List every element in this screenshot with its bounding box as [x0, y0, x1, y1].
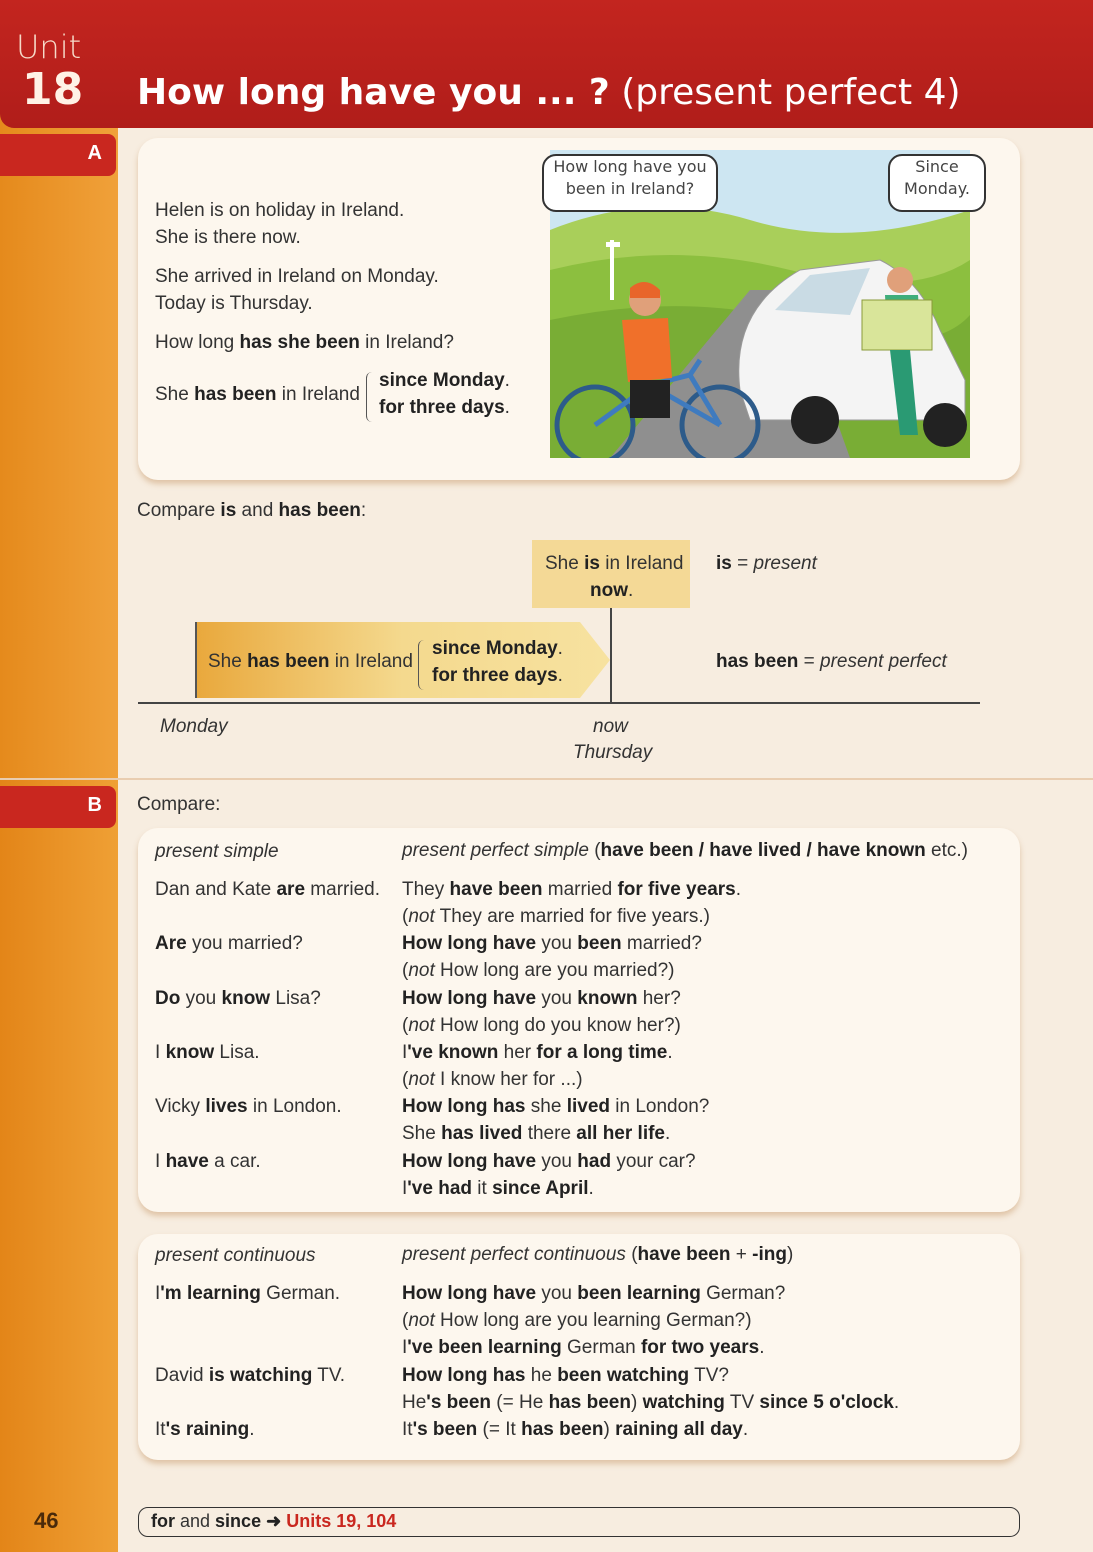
left-orange-band: [0, 0, 118, 1552]
column-head-right: present perfect simple (have been / have lived / have known etc.): [402, 840, 969, 861]
units-link[interactable]: Units 19, 104: [286, 1511, 397, 1531]
section-divider: [0, 778, 1093, 780]
section-tab-b: B: [0, 786, 116, 828]
timeline-label-now: now: [593, 716, 628, 737]
now-marker: [610, 608, 612, 703]
table-row-right: I've had it since April.: [402, 1178, 594, 1199]
table-row-right: How long have you been married?: [402, 933, 702, 954]
table-row-right: They have been married for five years.: [402, 879, 742, 900]
arrow-text: She has been in Ireland: [208, 651, 413, 672]
table-row-right: I've known her for a long time.: [402, 1042, 673, 1063]
brace: [418, 640, 425, 690]
now-box-now: now.: [590, 580, 634, 601]
table-row-right: How long has he been watching TV?: [402, 1365, 729, 1386]
table-row-right: I've been learning German for two years.: [402, 1337, 765, 1358]
table-row-right: He's been (= He has been) watching TV since 5 o'clock.: [402, 1392, 900, 1413]
table-row-left: I have a car.: [155, 1151, 261, 1172]
unit-label: Unit: [16, 28, 82, 66]
table-row-left: I know Lisa.: [155, 1042, 260, 1063]
answer-option: for three days.: [379, 397, 510, 418]
table-row-left: Dan and Kate are married.: [155, 879, 380, 900]
now-box-text: She is in Ireland: [545, 553, 684, 574]
answer-line: She has been in Ireland: [155, 384, 360, 405]
arrow-option: since Monday.: [432, 638, 563, 659]
brace: [366, 372, 373, 422]
unit-number: 18: [22, 64, 84, 115]
not-note: (not How long are you married?): [402, 960, 675, 981]
table-row-right: She has lived there all her life.: [402, 1123, 671, 1144]
text-line: Helen is on holiday in Ireland.: [155, 200, 405, 221]
table-row-left: Do you know Lisa?: [155, 988, 321, 1009]
table-row-left: Vicky lives in London.: [155, 1096, 342, 1117]
question-line: How long has she been in Ireland?: [155, 332, 454, 353]
table-row-right: It's been (= It has been) raining all day.: [402, 1419, 749, 1440]
page-title: How long have you ... ? (present perfect 4): [137, 72, 961, 113]
table-row-left: It's raining.: [155, 1419, 255, 1440]
text-line: She is there now.: [155, 227, 301, 248]
column-head-left: present continuous: [155, 1245, 316, 1266]
timeline-label-thursday: Thursday: [573, 742, 653, 763]
page-number: 46: [34, 1508, 59, 1533]
answer-option: since Monday.: [379, 370, 510, 391]
timeline-axis: [138, 702, 980, 704]
table-row-left: I'm learning German.: [155, 1283, 341, 1304]
not-note: (not How long are you learning German?): [402, 1310, 752, 1331]
timeline-label-monday: Monday: [160, 716, 228, 737]
not-note: (not They are married for five years.): [402, 906, 710, 927]
not-note: (not I know her for ...): [402, 1069, 583, 1090]
speech-bubble-left: How long have you been in Ireland?: [542, 154, 718, 212]
text-line: She arrived in Ireland on Monday.: [155, 266, 439, 287]
hasbeen-definition: has been = present perfect: [716, 651, 947, 672]
table-row-left: David is watching TV.: [155, 1365, 346, 1386]
section-tab-a: A: [0, 134, 116, 176]
arrow-option: for three days.: [432, 665, 563, 686]
column-head-right: present perfect continuous (have been + -ing): [402, 1244, 794, 1265]
column-head-left: present simple: [155, 841, 279, 862]
table-row-left: Are you married?: [155, 933, 303, 954]
table-row-right: How long have you had your car?: [402, 1151, 696, 1172]
speech-bubble-right: Since Monday.: [888, 154, 986, 212]
cross-reference[interactable]: for and since ➜ Units 19, 104: [151, 1511, 397, 1531]
compare-heading: Compare is and has been:: [137, 500, 367, 521]
table-row-right: How long has she lived in London?: [402, 1096, 710, 1117]
not-note: (not How long do you know her?): [402, 1015, 681, 1036]
compare-b-heading: Compare:: [137, 794, 221, 815]
is-definition: is = present: [716, 553, 817, 574]
table-row-right: How long have you been learning German?: [402, 1283, 786, 1304]
text-line: Today is Thursday.: [155, 293, 313, 314]
table-row-right: How long have you known her?: [402, 988, 681, 1009]
